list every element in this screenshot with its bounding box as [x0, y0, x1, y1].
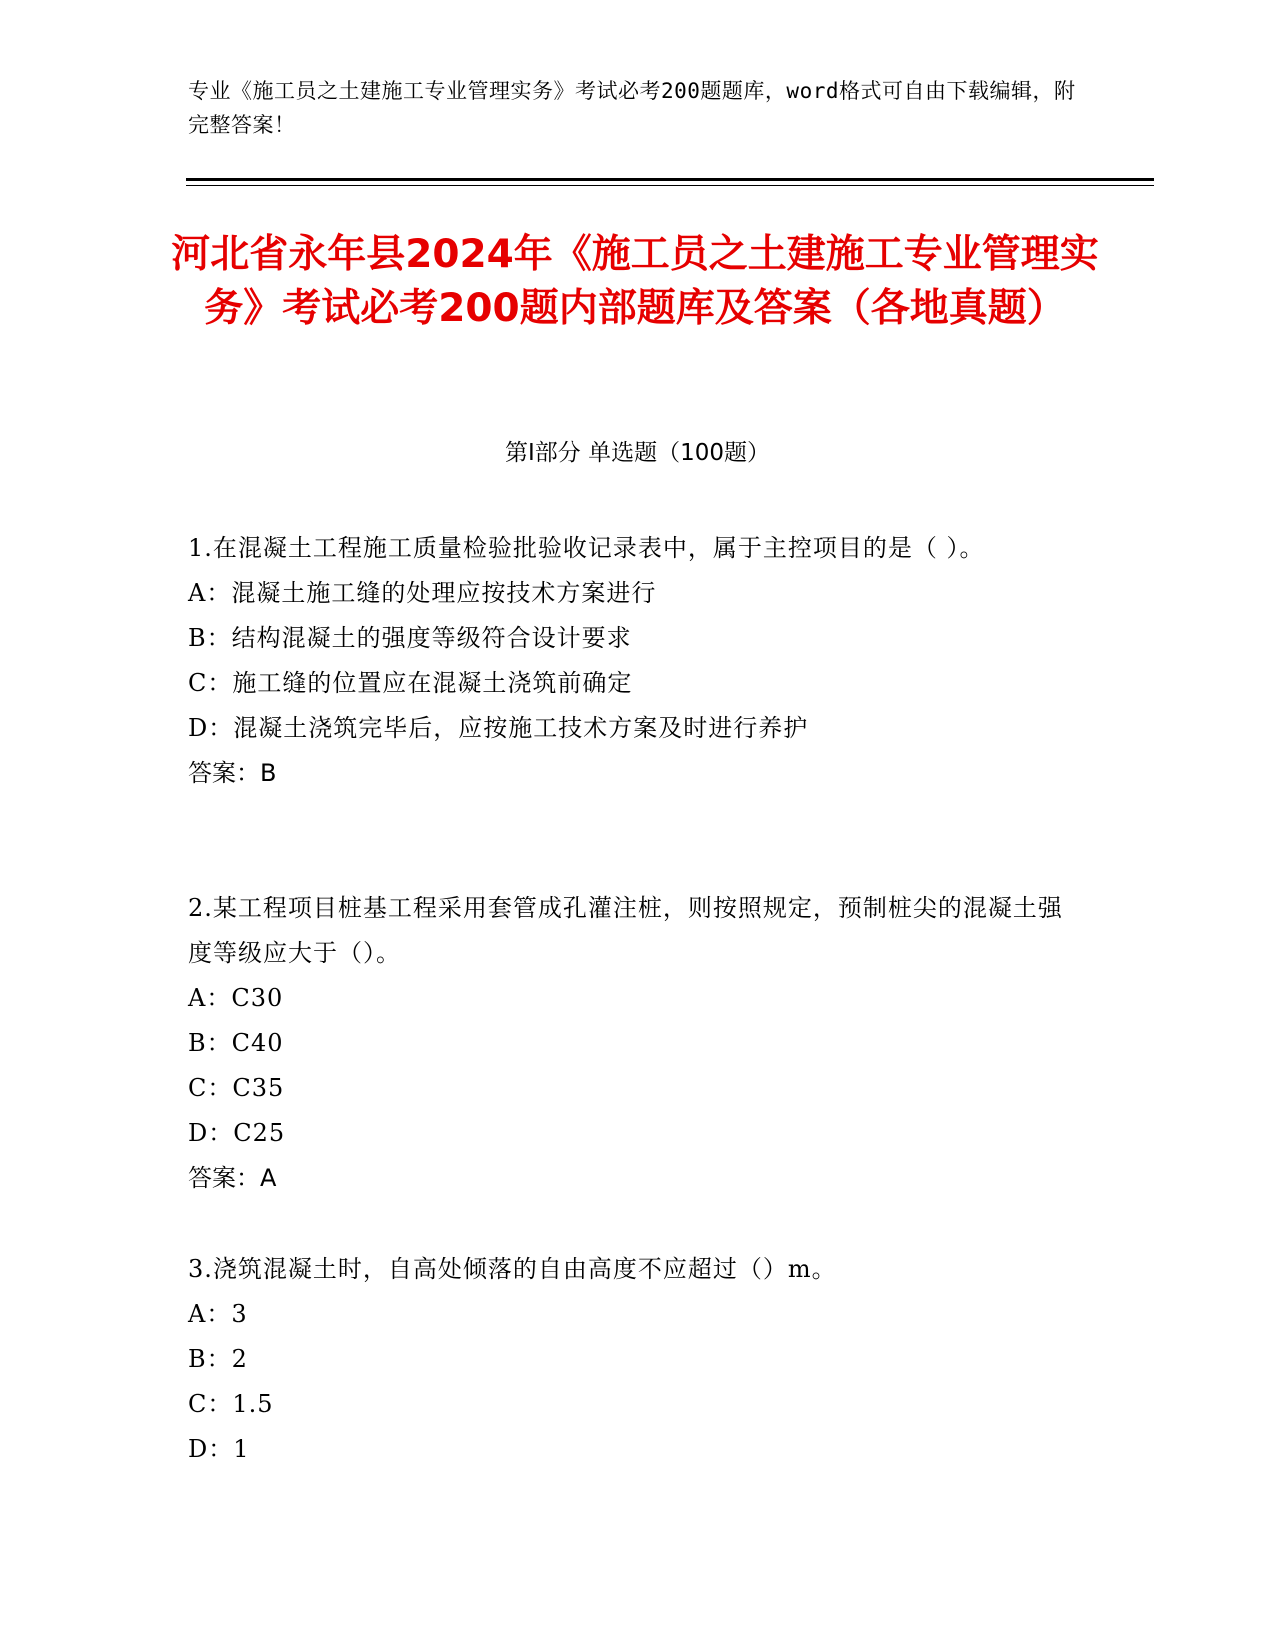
question-stem: 3.浇筑混凝土时，自高处倾落的自由高度不应超过（）m。 — [188, 1255, 837, 1283]
header-rule-thick — [186, 178, 1154, 181]
question-stem: 2.某工程项目桩基工程采用套管成孔灌注桩，则按照规定，预制桩尖的混凝土强度等级应大于（）。 — [188, 894, 1063, 967]
header-rule-thin — [186, 185, 1154, 186]
question-1 — [188, 526, 1068, 796]
option-c: C：施工缝的位置应在混凝土浇筑前确定 — [188, 669, 633, 697]
question-2 — [188, 886, 1068, 1201]
option-a: A：混凝土施工缝的处理应按技术方案进行 — [188, 579, 657, 607]
answer: 答案：B — [188, 759, 277, 787]
section-title: 第Ⅰ部分 单选题（100题） — [505, 440, 770, 466]
question-3 — [188, 1247, 1068, 1472]
option-a: A：C30 — [188, 984, 284, 1012]
option-b: B：2 — [188, 1345, 248, 1373]
option-a: A：3 — [188, 1300, 248, 1328]
question-stem: 1.在混凝土工程施工质量检验批验收记录表中，属于主控项目的是（ ）。 — [188, 534, 985, 562]
option-c: C：1.5 — [188, 1390, 274, 1418]
option-d: D：混凝土浇筑完毕后，应按施工技术方案及时进行养护 — [188, 714, 809, 742]
option-d: D：1 — [188, 1435, 250, 1463]
option-d: D：C25 — [188, 1119, 286, 1147]
option-c: C：C35 — [188, 1074, 285, 1102]
document-title: 河北省永年县2024年《施工员之土建施工专业管理实务》考试必考200题内部题库及答案（各地真题） — [171, 232, 1099, 331]
option-b: B：C40 — [188, 1029, 284, 1057]
answer: 答案：A — [188, 1164, 277, 1192]
option-b: B：结构混凝土的强度等级符合设计要求 — [188, 624, 632, 652]
header-note: 专业《施工员之土建施工专业管理实务》考试必考200题题库，word格式可自由下载编辑，附完整答案！ — [188, 79, 1076, 137]
